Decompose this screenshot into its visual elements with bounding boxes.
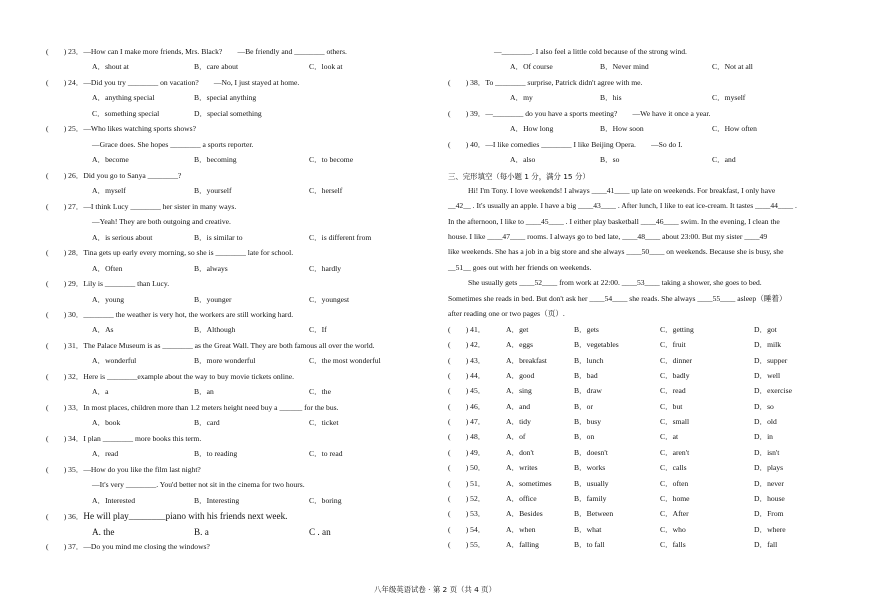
option-d: D．got: [754, 325, 777, 334]
option: B. a: [194, 526, 209, 537]
passage-line: __51__ goes out with her friends on weekends.: [448, 262, 592, 272]
option: A．a: [92, 387, 109, 397]
option: C．to become: [309, 155, 354, 165]
option: C．Not at all: [712, 62, 753, 72]
option: C．the most wonderful: [309, 356, 381, 366]
option: A．is serious about: [92, 232, 153, 242]
option-c: C．read: [660, 386, 686, 396]
option-c: C．After: [660, 509, 689, 519]
option-c: C．often: [660, 478, 689, 488]
option-a: A．sometimes: [506, 478, 552, 488]
option-d: D．house: [754, 493, 785, 503]
option-a: A．of: [506, 432, 526, 442]
option-d: D．isn't: [754, 447, 780, 457]
option-b: B．to fall: [574, 539, 605, 549]
option: B．Although: [194, 325, 236, 335]
option-c: C．calls: [660, 463, 687, 473]
cloze-number: ( ) 49．: [448, 447, 486, 457]
section-title: 三、完形填空（每小题 1 分，满分 15 分）: [448, 171, 590, 181]
option-c: C．home: [660, 493, 690, 503]
question-stem: ( ) 24．—Did you try ________ on vacation? —No, I just stayed at home.: [46, 77, 300, 87]
passage-line: In the afternoon, I like to ____45____ . I either play basketball ____46____ swim. In the evening, I clean the: [448, 216, 780, 226]
option: A．anything special: [92, 93, 155, 103]
option-a: A．falling: [506, 539, 539, 549]
page-footer: 八年级英语试卷 · 第 2 页（共 4 页）: [374, 585, 496, 594]
option: A．become: [92, 155, 129, 165]
option: B．to reading: [194, 449, 238, 459]
option: A．As: [92, 325, 114, 335]
option-b: B．vegetables: [574, 340, 619, 350]
option: C．boring: [309, 495, 342, 505]
option-a: A．get: [506, 325, 529, 334]
option-a: A．eggs: [506, 340, 533, 350]
option: C．and: [712, 155, 736, 165]
cloze-number: ( ) 45．: [448, 386, 486, 396]
option: A．read: [92, 449, 119, 459]
cloze-number: ( ) 53．: [448, 509, 486, 519]
question-stem: ( ) 27．—I think Lucy ________ her sister in many ways.: [46, 201, 237, 211]
option: C．hardly: [309, 263, 342, 273]
option: C．youngest: [309, 294, 350, 304]
option-a: A．good: [506, 371, 535, 381]
question-stem: ( ) 29．Lily is ________ than Lucy.: [46, 279, 170, 289]
option: A．shout at: [92, 62, 129, 72]
option-d: D．in: [754, 432, 773, 442]
option-a: A．breakfast: [506, 355, 547, 365]
option-a: A．writes: [506, 463, 538, 473]
option-a: A．sing: [506, 386, 532, 396]
option-a: A．tidy: [506, 417, 531, 427]
question-stem: —Grace does. She hopes ________ a sports reporter.: [92, 139, 254, 149]
question-stem: ( ) 36．He will play________piano with his friends next week.: [46, 511, 288, 522]
option-d: D．From: [754, 509, 784, 519]
cloze-number: ( ) 44．: [448, 371, 486, 381]
option: B．more wonderful: [194, 356, 256, 366]
option: C．If: [309, 325, 327, 335]
cloze-number: ( ) 41．: [448, 325, 486, 334]
passage-line: house. I like ____47____ rooms. I always go to bed late, ____48____ about 23:00. But my sister ____49: [448, 231, 768, 241]
passage-line: Hi! I'm Tony. I love weekends! I always ____41____ up late on weekends. For breakfast, I only have: [468, 185, 776, 195]
passage-line: like weekends. She has a job in a big store and she always ____50____ on weekends. Because she is busy, she: [448, 247, 784, 257]
question-stem: ( ) 34．I plan ________ more books this term.: [46, 433, 202, 443]
option-a: A．don't: [506, 447, 534, 457]
option-c: C．dinner: [660, 355, 693, 365]
option: B．his: [600, 93, 622, 103]
option-b: B．Between: [574, 509, 614, 519]
cloze-number: ( ) 46．: [448, 401, 486, 411]
question-stem: ( ) 26．Did you go to Sanya ________?: [46, 170, 182, 180]
question-stem: ( ) 31．The Palace Museum is as ________ as the Great Wall. They are both famous all over the world.: [46, 340, 375, 350]
option: A．Often: [92, 263, 123, 273]
option-b: B．works: [574, 463, 606, 473]
question-stem: ( ) 33．In most places, children more than 1.2 meters height need buy a ______ for the bus.: [46, 402, 339, 412]
option: B．card: [194, 418, 220, 428]
option-b: B．bad: [574, 371, 598, 381]
option-c: C．fruit: [660, 340, 686, 350]
option: C . an: [309, 526, 331, 537]
option: B．Interesting: [194, 495, 240, 505]
cloze-number: ( ) 48．: [448, 432, 486, 442]
option-d: D．so: [754, 401, 774, 411]
cloze-number: ( ) 50．: [448, 463, 486, 473]
option: B．becoming: [194, 155, 237, 165]
option-d: D．well: [754, 371, 781, 381]
option-c: C．badly: [660, 371, 690, 381]
option-b: B．lunch: [574, 355, 604, 365]
cloze-number: ( ) 54．: [448, 524, 486, 534]
option-a: A．when: [506, 524, 536, 534]
option-b: B．what: [574, 524, 602, 534]
cloze-number: ( ) 43．: [448, 355, 486, 365]
option: C．myself: [712, 93, 746, 103]
passage-line: __42__ . It's usually an apple. I have a big ____43____ . After lunch, I like to eat ice-cream. It tastes ____44____ .: [448, 201, 797, 211]
question-stem: ( ) 37．—Do you mind me closing the windows?: [46, 542, 210, 552]
question-stem: ( ) 38．To ________ surprise, Patrick didn't agree with me.: [448, 77, 643, 87]
option: B．Never mind: [600, 62, 649, 72]
passage-line: after reading one or two pages（页）.: [448, 308, 565, 318]
option-c: C．getting: [660, 325, 694, 334]
option: C．ticket: [309, 418, 339, 428]
option: B．How soon: [600, 124, 644, 134]
option-d: D．supper: [754, 355, 788, 365]
option-c: C．small: [660, 417, 690, 427]
option: C．something special: [92, 108, 160, 118]
option: A．myself: [92, 186, 126, 196]
option-b: B．busy: [574, 417, 602, 427]
option-a: A．and: [506, 401, 531, 411]
question-stem: ( ) 40．—I like comedies ________ I like Beijing Opera. —So do I.: [448, 139, 683, 149]
option: A．book: [92, 418, 121, 428]
option: A．young: [92, 294, 125, 304]
option-b: B．gets: [574, 325, 599, 334]
question-stem: ( ) 28．Tina gets up early every morning, so she is ________ late for school.: [46, 248, 294, 258]
option-c: C．but: [660, 401, 683, 411]
option-d: D．plays: [754, 463, 784, 473]
cloze-number: ( ) 42．: [448, 340, 486, 350]
option: B．yourself: [194, 186, 232, 196]
question-stem: ( ) 32．Here is ________example about the way to buy movie tickets online.: [46, 371, 295, 381]
cloze-number: ( ) 47．: [448, 417, 486, 427]
question-stem: —________. I also feel a little cold because of the strong wind.: [494, 47, 687, 56]
option: A．Of course: [510, 62, 553, 72]
option-d: D．where: [754, 524, 786, 534]
option-b: B．or: [574, 401, 593, 411]
option: B．care about: [194, 62, 239, 72]
option-b: B．doesn't: [574, 447, 608, 457]
option: B．an: [194, 387, 214, 397]
option: B．special anything: [194, 93, 257, 103]
option-d: D．old: [754, 417, 777, 427]
question-stem: ( ) 25．—Who likes watching sports shows?: [46, 124, 196, 134]
option: A．my: [510, 93, 533, 103]
option: C．herself: [309, 186, 343, 196]
option-b: B．family: [574, 493, 607, 503]
option-b: B．on: [574, 432, 595, 442]
option: A．How long: [510, 124, 554, 134]
option: C．is different from: [309, 232, 372, 242]
option-d: D．never: [754, 478, 784, 488]
question-stem: ( ) 30．________ the weather is very hot, the workers are still working hard.: [46, 309, 294, 319]
passage-line: She usually gets ____52____ from work at 22:00. ____53____ taking a shower, she goes to bed.: [468, 278, 762, 288]
question-stem: —It's very ________. You'd better not sit in the cinema for two hours.: [92, 480, 305, 490]
question-stem: ( ) 39．—________ do you have a sports meeting? —We have it once a year.: [448, 108, 711, 118]
option-c: C．at: [660, 432, 679, 442]
option: C．the: [309, 387, 331, 397]
cloze-number: ( ) 51．: [448, 478, 486, 488]
option: A．wonderful: [92, 356, 137, 366]
option: C．to read: [309, 449, 343, 459]
option: C．How often: [712, 124, 757, 134]
option-c: C．falls: [660, 539, 686, 549]
option: B．always: [194, 263, 228, 273]
cloze-number: ( ) 52．: [448, 493, 486, 503]
question-stem: —Yeah! They are both outgoing and creative.: [92, 217, 231, 227]
option: C．look at: [309, 62, 343, 72]
option: B．younger: [194, 294, 232, 304]
option: B．so: [600, 155, 620, 165]
passage-line: Sometimes she reads in bed. But don't ask her ____54____ she reads. She always ____55____ asleep（睡着）: [448, 293, 787, 303]
option: D．special something: [194, 108, 262, 118]
option-c: C．aren't: [660, 447, 690, 457]
cloze-number: ( ) 55．: [448, 539, 486, 549]
option-a: A．office: [506, 493, 537, 503]
question-text: He will play________piano with his friends next week.: [83, 511, 288, 522]
option: A．Interested: [92, 495, 136, 505]
option-b: B．draw: [574, 386, 602, 396]
option-d: D．fall: [754, 539, 778, 549]
option-c: C．who: [660, 524, 686, 534]
option-a: A．Besides: [506, 509, 543, 519]
option: A．also: [510, 155, 536, 165]
question-stem: ( ) 23．—How can I make more friends, Mrs. Black? —Be friendly and ________ others.: [46, 47, 347, 56]
question-stem: ( ) 35．—How do you like the film last night?: [46, 464, 201, 474]
option-d: D．milk: [754, 340, 782, 350]
option-b: B．usually: [574, 478, 609, 488]
option: B．is similar to: [194, 232, 243, 242]
option: A. the: [92, 526, 115, 537]
option-d: D．exercise: [754, 386, 792, 396]
